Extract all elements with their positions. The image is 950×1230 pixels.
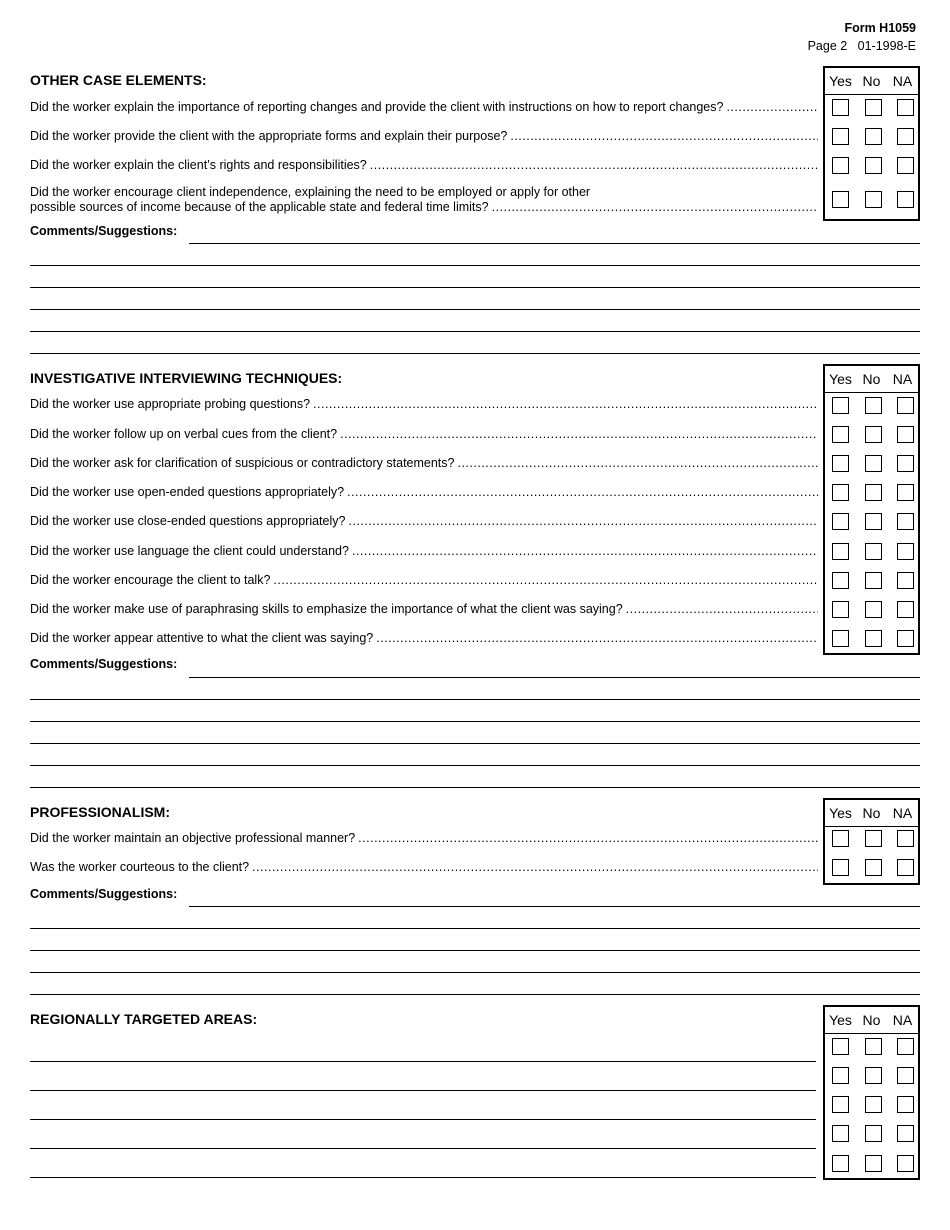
question-text: Did the worker provide the client with the appropriate forms and explain their purpose?: [30, 129, 508, 143]
no-checkbox[interactable]: [865, 1038, 882, 1055]
comments-label: Comments/Suggestions:: [30, 224, 178, 238]
no-checkbox[interactable]: [865, 572, 882, 589]
yes-checkbox[interactable]: [832, 1155, 849, 1172]
na-checkbox[interactable]: [897, 484, 914, 501]
page-number: Page 2: [807, 39, 848, 53]
question-row: [30, 485, 818, 500]
comment-line[interactable]: [30, 353, 920, 354]
comment-line[interactable]: [30, 972, 920, 973]
na-checkbox[interactable]: [897, 99, 914, 116]
no-checkbox[interactable]: [865, 397, 882, 414]
na-checkbox[interactable]: [897, 1155, 914, 1172]
no-checkbox[interactable]: [865, 157, 882, 174]
yes-checkbox[interactable]: [832, 859, 849, 876]
targeted-area-line[interactable]: [30, 1148, 816, 1149]
comment-line[interactable]: [30, 928, 920, 929]
question-text: Did the worker use language the client could understand?: [30, 544, 349, 558]
answer-header: [825, 366, 918, 393]
answer-header: [825, 1007, 918, 1034]
yes-checkbox[interactable]: [832, 1038, 849, 1055]
form-revision: 01-1998-E: [857, 39, 916, 53]
no-checkbox[interactable]: [865, 191, 882, 208]
na-checkbox[interactable]: [897, 191, 914, 208]
section-title-regionally-targeted: REGIONALLY TARGETED AREAS:: [30, 1011, 258, 1027]
section-title-other-case-elements: OTHER CASE ELEMENTS:: [30, 72, 207, 88]
form-number: Form H1059: [844, 21, 916, 35]
question-row: [30, 831, 818, 846]
question-text: Did the worker follow up on verbal cues from the client?: [30, 427, 338, 441]
question-text: Did the worker use open-ended questions appropriately?: [30, 485, 345, 499]
na-checkbox[interactable]: [897, 830, 914, 847]
na-header: NA: [892, 1012, 913, 1028]
question-text: Did the worker maintain an objective professional manner?: [30, 831, 356, 845]
no-checkbox[interactable]: [865, 426, 882, 443]
no-checkbox[interactable]: [865, 1096, 882, 1113]
yes-header: Yes: [829, 73, 852, 89]
na-checkbox[interactable]: [897, 630, 914, 647]
yes-checkbox[interactable]: [832, 484, 849, 501]
comment-line[interactable]: [189, 906, 920, 907]
comment-line[interactable]: [30, 950, 920, 951]
targeted-area-line[interactable]: [30, 1119, 816, 1120]
na-checkbox[interactable]: [897, 1125, 914, 1142]
yes-checkbox[interactable]: [832, 157, 849, 174]
yes-checkbox[interactable]: [832, 1067, 849, 1084]
no-checkbox[interactable]: [865, 1125, 882, 1142]
question-row: [30, 158, 818, 173]
no-header: No: [862, 1012, 881, 1028]
no-checkbox[interactable]: [865, 484, 882, 501]
yes-checkbox[interactable]: [832, 601, 849, 618]
question-row: [30, 100, 818, 115]
question-row: [30, 573, 818, 588]
section-title-investigative-interviewing: INVESTIGATIVE INTERVIEWING TECHNIQUES:: [30, 370, 343, 386]
na-checkbox[interactable]: [897, 859, 914, 876]
no-checkbox[interactable]: [865, 830, 882, 847]
no-checkbox[interactable]: [865, 128, 882, 145]
question-row: [30, 860, 818, 875]
no-checkbox[interactable]: [865, 455, 882, 472]
yes-checkbox[interactable]: [832, 543, 849, 560]
no-checkbox[interactable]: [865, 1155, 882, 1172]
question-text: Did the worker make use of paraphrasing skills to emphasize the importance of what the client was saying?: [30, 602, 623, 616]
question-text: Was the worker courteous to the client?: [30, 860, 250, 874]
na-checkbox[interactable]: [897, 455, 914, 472]
question-text: Did the worker ask for clarification of suspicious or contradictory statements?: [30, 456, 455, 470]
yes-checkbox[interactable]: [832, 513, 849, 530]
question-text: Did the worker encourage the client to talk?: [30, 573, 271, 587]
no-header: No: [862, 805, 881, 821]
comment-line[interactable]: [30, 699, 920, 700]
yes-checkbox[interactable]: [832, 830, 849, 847]
yes-checkbox[interactable]: [832, 455, 849, 472]
question-text: Did the worker encourage client independence, explaining the need to be employed or apply for other: [30, 185, 591, 199]
comment-line[interactable]: [30, 721, 920, 722]
question-row: [30, 456, 818, 471]
answer-header: [825, 800, 918, 827]
comment-line[interactable]: [30, 743, 920, 744]
question-text: Did the worker use appropriate probing questions?: [30, 397, 311, 411]
na-header: NA: [892, 73, 913, 89]
yes-header: Yes: [829, 371, 852, 387]
targeted-area-line[interactable]: [30, 1090, 816, 1091]
yes-checkbox[interactable]: [832, 1125, 849, 1142]
answer-box: [823, 1005, 920, 1180]
question-row: [30, 602, 818, 617]
question-row: [30, 514, 818, 529]
yes-checkbox[interactable]: [832, 99, 849, 116]
no-checkbox[interactable]: [865, 601, 882, 618]
yes-checkbox[interactable]: [832, 572, 849, 589]
na-checkbox[interactable]: [897, 128, 914, 145]
no-checkbox[interactable]: [865, 1067, 882, 1084]
comment-line[interactable]: [30, 265, 920, 266]
section-title-professionalism: PROFESSIONALISM:: [30, 804, 171, 820]
question-row: [30, 544, 818, 559]
question-row: [30, 397, 818, 412]
answer-header: [825, 68, 918, 95]
no-header: No: [862, 371, 881, 387]
na-header: NA: [892, 805, 913, 821]
na-checkbox[interactable]: [897, 601, 914, 618]
question-row: [30, 129, 818, 144]
comment-line[interactable]: [30, 765, 920, 766]
yes-header: Yes: [829, 805, 852, 821]
comment-line[interactable]: [189, 243, 920, 244]
question-text: Did the worker explain the importance of reporting changes and provide the client with instructions on how to report changes?: [30, 100, 724, 114]
yes-checkbox[interactable]: [832, 426, 849, 443]
yes-checkbox[interactable]: [832, 397, 849, 414]
comment-line[interactable]: [30, 287, 920, 288]
na-checkbox[interactable]: [897, 513, 914, 530]
no-checkbox[interactable]: [865, 543, 882, 560]
yes-checkbox[interactable]: [832, 1096, 849, 1113]
question-row: [30, 427, 818, 442]
targeted-area-line[interactable]: [30, 1061, 816, 1062]
na-checkbox[interactable]: [897, 426, 914, 443]
no-checkbox[interactable]: [865, 859, 882, 876]
question-row: [30, 185, 818, 215]
comment-line[interactable]: [30, 331, 920, 332]
yes-checkbox[interactable]: [832, 128, 849, 145]
page-info: [808, 39, 916, 53]
no-checkbox[interactable]: [865, 630, 882, 647]
na-checkbox[interactable]: [897, 572, 914, 589]
question-text: Did the worker use close-ended questions appropriately?: [30, 514, 346, 528]
no-checkbox[interactable]: [865, 513, 882, 530]
question-row: [30, 631, 818, 646]
yes-checkbox[interactable]: [832, 191, 849, 208]
question-text: Did the worker appear attentive to what the client was saying?: [30, 631, 374, 645]
targeted-area-line[interactable]: [30, 1177, 816, 1178]
na-checkbox[interactable]: [897, 1067, 914, 1084]
na-checkbox[interactable]: [897, 157, 914, 174]
yes-checkbox[interactable]: [832, 630, 849, 647]
na-checkbox[interactable]: [897, 1038, 914, 1055]
comment-line[interactable]: [30, 787, 920, 788]
na-checkbox[interactable]: [897, 397, 914, 414]
no-header: No: [862, 73, 881, 89]
yes-header: Yes: [829, 1012, 852, 1028]
comment-line[interactable]: [189, 677, 920, 678]
na-header: NA: [892, 371, 913, 387]
comments-label: Comments/Suggestions:: [30, 887, 178, 901]
na-checkbox[interactable]: [897, 1096, 914, 1113]
question-text: Did the worker explain the client’s rights and responsibilities?: [30, 158, 367, 172]
no-checkbox[interactable]: [865, 99, 882, 116]
na-checkbox[interactable]: [897, 543, 914, 560]
question-text: possible sources of income because of the applicable state and federal time limits?: [30, 200, 489, 214]
comments-label: Comments/Suggestions:: [30, 657, 178, 671]
comment-line[interactable]: [30, 994, 920, 995]
comment-line[interactable]: [30, 309, 920, 310]
